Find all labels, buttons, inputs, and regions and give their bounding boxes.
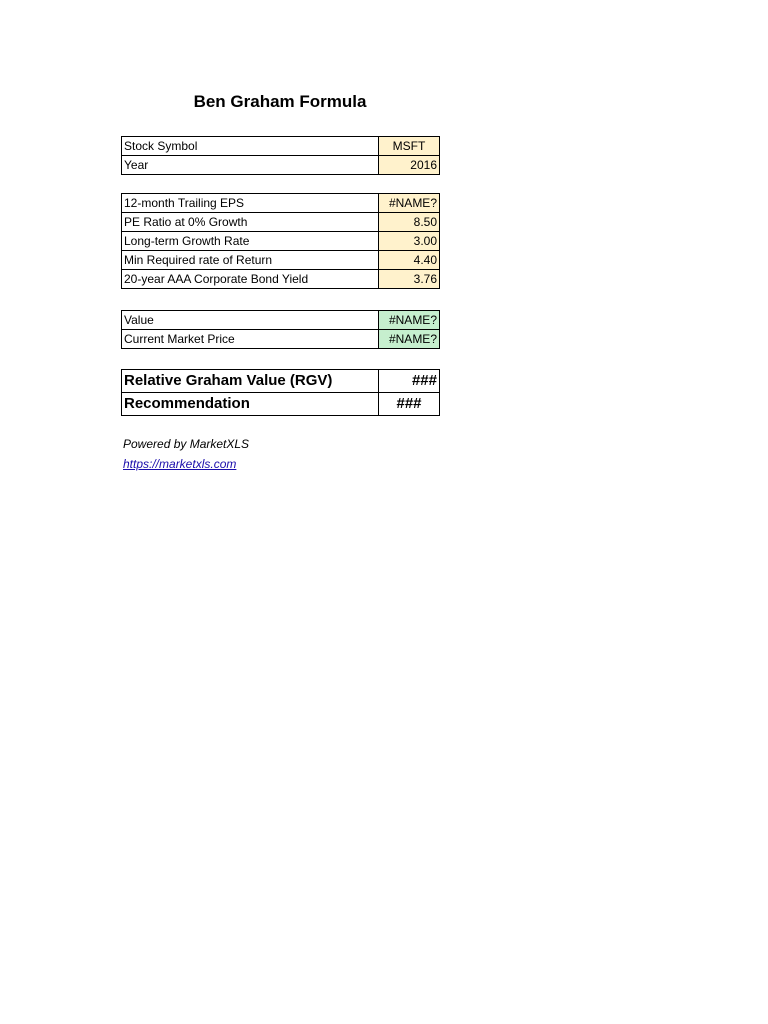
eps-cell[interactable]: #NAME? [379, 194, 440, 213]
bond-yield-cell[interactable]: 3.76 [379, 270, 440, 289]
market-price-cell[interactable]: #NAME? [379, 330, 440, 349]
pe-ratio-label: PE Ratio at 0% Growth [122, 213, 379, 232]
year-cell[interactable]: 2016 [379, 156, 440, 175]
required-return-cell[interactable]: 4.40 [379, 251, 440, 270]
table-row [122, 213, 440, 232]
growth-rate-label: Long-term Growth Rate [122, 232, 379, 251]
outputs-table [121, 310, 440, 349]
bond-yield-label: 20-year AAA Corporate Bond Yield [122, 270, 379, 289]
recommendation-label: Recommendation [122, 393, 379, 416]
rgv-label: Relative Graham Value (RGV) [122, 370, 379, 393]
value-cell[interactable]: #NAME? [379, 311, 440, 330]
table-row [122, 330, 440, 349]
year-label: Year [122, 156, 379, 175]
eps-label: 12-month Trailing EPS [122, 194, 379, 213]
table-row [122, 311, 440, 330]
stock-info-table [121, 136, 440, 175]
table-row [122, 232, 440, 251]
table-row [122, 393, 440, 416]
table-row [122, 137, 440, 156]
market-price-label: Current Market Price [122, 330, 379, 349]
page-title: Ben Graham Formula [193, 92, 367, 111]
table-row [122, 194, 440, 213]
rgv-cell[interactable]: ### [379, 370, 440, 393]
stock-symbol-label: Stock Symbol [122, 137, 379, 156]
table-row [122, 370, 440, 393]
table-row [122, 270, 440, 289]
pe-ratio-cell[interactable]: 8.50 [379, 213, 440, 232]
required-return-label: Min Required rate of Return [122, 251, 379, 270]
growth-rate-cell[interactable]: 3.00 [379, 232, 440, 251]
recommendation-cell[interactable]: ### [379, 393, 440, 416]
inputs-table [121, 193, 440, 289]
value-label: Value [122, 311, 379, 330]
table-row [122, 156, 440, 175]
powered-by-text: Powered by MarketXLS [123, 437, 250, 451]
summary-table [121, 369, 440, 416]
marketxls-link[interactable]: https://marketxls.com [123, 457, 237, 471]
table-row [122, 251, 440, 270]
stock-symbol-cell[interactable]: MSFT [379, 137, 440, 156]
